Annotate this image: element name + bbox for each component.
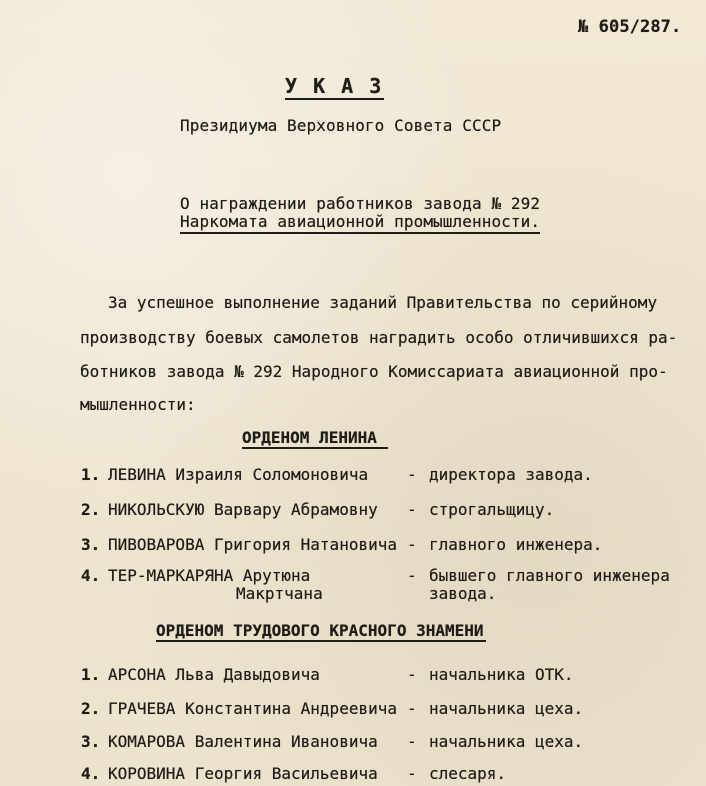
- entry-role: слесаря.: [429, 764, 507, 783]
- entry-role: директора завода.: [429, 465, 593, 484]
- subject-underline: [180, 232, 540, 234]
- preamble-line-4: мышленности:: [80, 395, 196, 414]
- entry-dash: -: [407, 500, 417, 519]
- entry-number: 4.: [81, 764, 101, 783]
- entry-name: ТЕР-МАРКАРЯНА Арутюна: [108, 566, 311, 585]
- issuer-line: Президиума Верховного Совета СССР: [180, 116, 502, 135]
- document-number: № 605/287.: [578, 17, 682, 37]
- entry-number: 4.: [81, 566, 101, 585]
- preamble-line-3: ботников завода № 292 Народного Комиссариата авиационной про-: [80, 362, 668, 381]
- entry-dash: -: [407, 665, 417, 684]
- entry-role: начальника цеха.: [429, 732, 584, 751]
- entry-dash: -: [407, 535, 417, 554]
- entry-name: ЛЕВИНА Израиля Соломоновича: [108, 465, 369, 484]
- preamble-line-2: производству боевых самолетов наградить особо отличившихся ра-: [80, 328, 678, 347]
- entry-dash: -: [407, 764, 417, 783]
- section-heading-red-banner: ОРДЕНОМ ТРУДОВОГО КРАСНОГО ЗНАМЕНИ: [156, 621, 484, 640]
- entry-number: 3.: [81, 732, 101, 751]
- section-underline-red-banner: [156, 640, 486, 642]
- document-title: У К А З: [285, 74, 384, 98]
- entry-number: 2.: [81, 699, 101, 718]
- entry-role-line-2: завода.: [429, 584, 497, 603]
- entry-dash: -: [407, 465, 417, 484]
- subject-line-1: О награждении работников завода № 292: [180, 194, 541, 213]
- entry-name: ПИВОВАРОВА Григория Натановича: [108, 535, 397, 554]
- section-heading-lenin: ОРДЕНОМ ЛЕНИНА: [242, 428, 377, 447]
- entry-name: АРСОНА Льва Давыдовича: [108, 665, 320, 684]
- title-underline: [285, 98, 384, 100]
- entry-number: 3.: [81, 535, 101, 554]
- entry-number: 1.: [81, 465, 101, 484]
- entry-name: ГРАЧЕВА Константина Андреевича: [108, 699, 397, 718]
- entry-name: КОМАРОВА Валентина Ивановича: [108, 732, 378, 751]
- entry-dash: -: [407, 699, 417, 718]
- entry-number: 1.: [81, 665, 101, 684]
- entry-name: НИКОЛЬСКУЮ Варвару Абрамовну: [108, 500, 378, 519]
- entry-role: начальника ОТК.: [429, 665, 574, 684]
- entry-dash: -: [407, 732, 417, 751]
- entry-number: 2.: [81, 500, 101, 519]
- entry-name-line-2: Макртчана: [236, 584, 323, 603]
- entry-role: главного инженера.: [429, 535, 603, 554]
- entry-role: бывшего главного инженера: [429, 566, 670, 585]
- entry-role: строгальщицу.: [429, 500, 555, 519]
- preamble-line-1: За успешное выполнение заданий Правительства по серийному: [108, 293, 658, 312]
- entry-role: начальника цеха.: [429, 699, 584, 718]
- entry-dash: -: [407, 566, 417, 585]
- section-underline-lenin: [242, 447, 388, 449]
- entry-name: КОРОВИНА Георгия Васильевича: [108, 764, 378, 783]
- subject-line-2: Наркомата авиационной промышленности.: [180, 212, 541, 231]
